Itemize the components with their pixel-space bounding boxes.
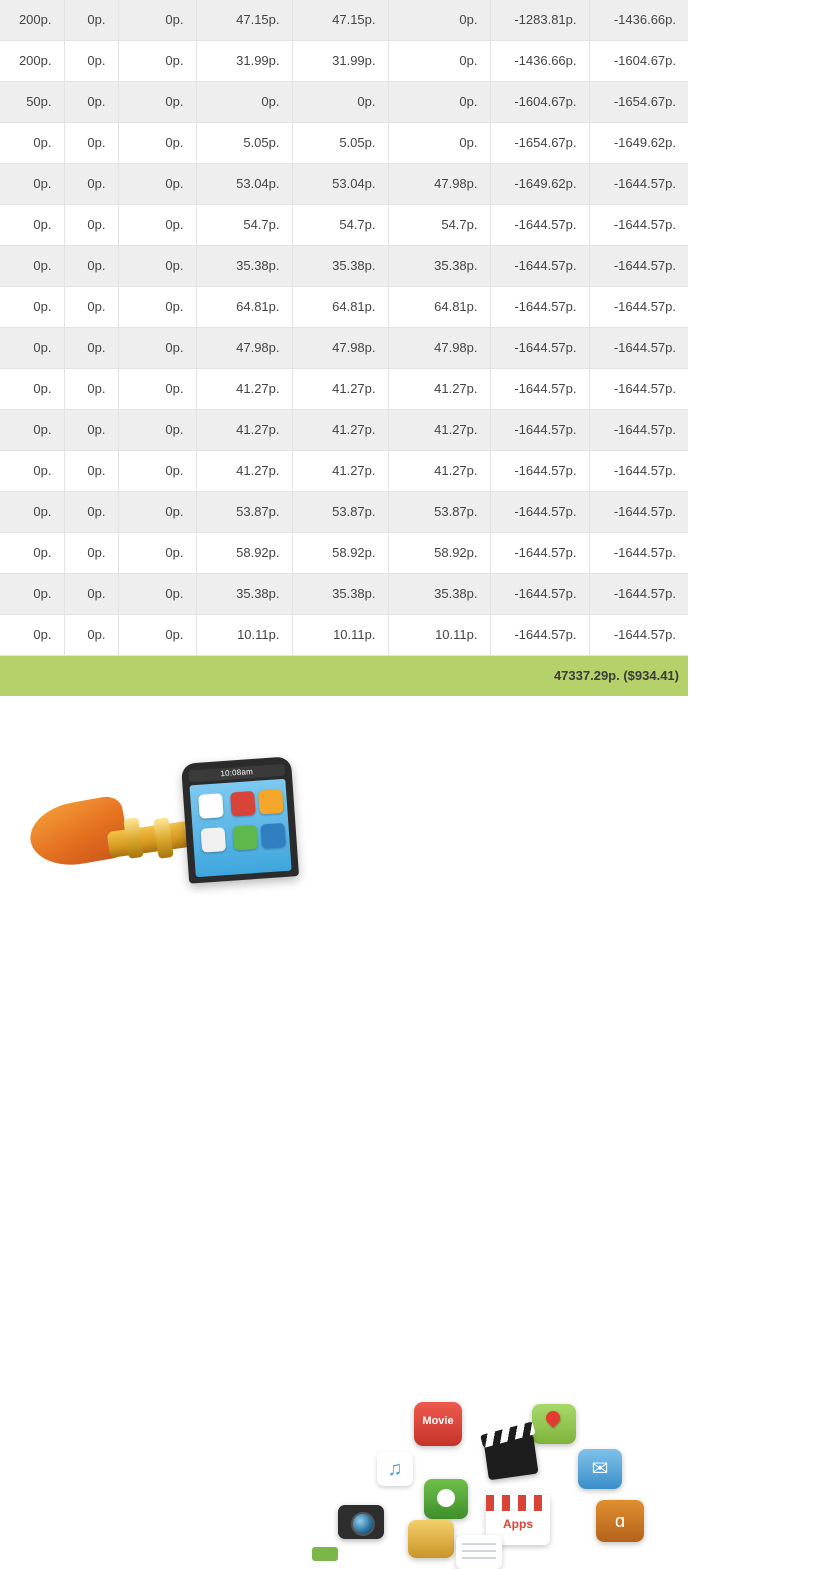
- cell-col5: 0p.: [292, 82, 388, 123]
- cell-col7: -1644.57p.: [490, 369, 589, 410]
- camera-icon: [338, 1505, 384, 1539]
- cell-col4: 41.27p.: [196, 369, 292, 410]
- table-row[interactable]: [0, 287, 688, 328]
- apps-store-awning: [486, 1495, 550, 1511]
- cell-col1: 0p.: [0, 369, 64, 410]
- cell-col8: -1644.57p.: [589, 328, 688, 369]
- cell-col4: 35.38p.: [196, 574, 292, 615]
- cell-col8: -1644.57p.: [589, 287, 688, 328]
- cell-col1: 0p.: [0, 410, 64, 451]
- cell-col2: 0p.: [64, 492, 118, 533]
- cell-col8: -1604.67p.: [589, 41, 688, 82]
- table-row[interactable]: [0, 451, 688, 492]
- cell-col6: 41.27p.: [388, 410, 490, 451]
- table-row[interactable]: [0, 574, 688, 615]
- notes-line: [462, 1557, 496, 1559]
- cell-col1: 0p.: [0, 574, 64, 615]
- phone-app-icon: [232, 825, 258, 851]
- cell-col2: 0p.: [64, 164, 118, 205]
- cell-col7: -1644.57p.: [490, 287, 589, 328]
- cell-col5: 58.92p.: [292, 533, 388, 574]
- cell-col5: 41.27p.: [292, 369, 388, 410]
- game-ball-icon: [437, 1489, 455, 1507]
- cell-col6: 53.87p.: [388, 492, 490, 533]
- map-pin-icon: [543, 1408, 563, 1428]
- cell-col2: 0p.: [64, 287, 118, 328]
- cell-col6: 41.27p.: [388, 369, 490, 410]
- green-accent-tab: [312, 1547, 338, 1561]
- cell-col4: 58.92p.: [196, 533, 292, 574]
- cell-col3: 0p.: [118, 492, 196, 533]
- music-app-icon: ♫: [377, 1452, 413, 1486]
- cell-col1: 0p.: [0, 164, 64, 205]
- cell-col7: -1644.57p.: [490, 205, 589, 246]
- phone-status-time: 10:08am: [188, 764, 285, 783]
- cell-col8: -1436.66p.: [589, 0, 688, 41]
- cell-col2: 0p.: [64, 533, 118, 574]
- cell-col5: 5.05p.: [292, 123, 388, 164]
- cell-col7: -1644.57p.: [490, 451, 589, 492]
- cell-col5: 31.99p.: [292, 41, 388, 82]
- total-amount: 47337.29p. ($934.41): [553, 668, 679, 683]
- cell-col4: 41.27p.: [196, 410, 292, 451]
- cell-col7: -1644.57p.: [490, 492, 589, 533]
- cell-col3: 0p.: [118, 574, 196, 615]
- cell-col2: 0p.: [64, 410, 118, 451]
- cell-col2: 0p.: [64, 0, 118, 41]
- cell-col2: 0p.: [64, 205, 118, 246]
- cell-col1: 0p.: [0, 328, 64, 369]
- cell-col3: 0p.: [118, 164, 196, 205]
- cell-col7: -1644.57p.: [490, 246, 589, 287]
- cell-col4: 35.38p.: [196, 246, 292, 287]
- phone-app-icon: [201, 827, 227, 853]
- ledger-table-body: [0, 0, 688, 656]
- cell-col5: 35.38p.: [292, 574, 388, 615]
- cell-col3: 0p.: [118, 246, 196, 287]
- cell-col8: -1644.57p.: [589, 369, 688, 410]
- cell-col5: 10.11p.: [292, 615, 388, 656]
- cell-col8: -1644.57p.: [589, 205, 688, 246]
- table-row[interactable]: [0, 328, 688, 369]
- cell-col5: 47.98p.: [292, 328, 388, 369]
- cell-col8: -1644.57p.: [589, 410, 688, 451]
- cell-col2: 0p.: [64, 615, 118, 656]
- table-row[interactable]: [0, 205, 688, 246]
- cell-col1: 0p.: [0, 246, 64, 287]
- table-row[interactable]: [0, 82, 688, 123]
- cell-col6: 0p.: [388, 123, 490, 164]
- tv-app-icon: [408, 1520, 454, 1558]
- cell-col4: 47.15p.: [196, 0, 292, 41]
- table-row[interactable]: [0, 615, 688, 656]
- cell-col8: -1644.57p.: [589, 533, 688, 574]
- cell-col6: 41.27p.: [388, 451, 490, 492]
- cell-col7: -1604.67p.: [490, 82, 589, 123]
- cell-col2: 0p.: [64, 451, 118, 492]
- cell-col5: 47.15p.: [292, 0, 388, 41]
- ledger-table-container: [0, 0, 688, 696]
- smartphone-icon: [181, 756, 299, 883]
- game-app-icon: [424, 1479, 468, 1519]
- cell-col1: 50p.: [0, 82, 64, 123]
- cell-col2: 0p.: [64, 123, 118, 164]
- cell-col4: 10.11p.: [196, 615, 292, 656]
- cell-col1: 0p.: [0, 533, 64, 574]
- cell-col2: 0p.: [64, 369, 118, 410]
- notes-app-icon: [456, 1535, 502, 1569]
- movie-tile-label: Movie: [422, 1415, 454, 1427]
- cell-col2: 0p.: [64, 82, 118, 123]
- cell-col6: 35.38p.: [388, 574, 490, 615]
- table-row[interactable]: [0, 369, 688, 410]
- cell-col1: 0p.: [0, 123, 64, 164]
- total-bar: [0, 656, 688, 696]
- apps-store-label: Apps: [503, 1517, 533, 1531]
- cell-col3: 0p.: [118, 205, 196, 246]
- cell-col7: -1644.57p.: [490, 328, 589, 369]
- cell-col6: 0p.: [388, 82, 490, 123]
- phone-screen: [189, 779, 291, 877]
- ledger-table: [0, 0, 688, 656]
- cell-col8: -1644.57p.: [589, 246, 688, 287]
- cell-col6: 47.98p.: [388, 164, 490, 205]
- movie-app-icon: [414, 1402, 462, 1446]
- cell-col4: 64.81p.: [196, 287, 292, 328]
- cell-col8: -1644.57p.: [589, 492, 688, 533]
- phone-app-icon: [260, 823, 286, 849]
- cell-col1: 0p.: [0, 451, 64, 492]
- cell-col7: -1644.57p.: [490, 533, 589, 574]
- notes-line: [462, 1543, 496, 1545]
- cell-col1: 0p.: [0, 492, 64, 533]
- cell-col7: -1644.57p.: [490, 410, 589, 451]
- cell-col8: -1644.57p.: [589, 615, 688, 656]
- phone-app-icon: [198, 793, 224, 819]
- mail-app-icon: ✉: [578, 1449, 622, 1489]
- cell-col2: 0p.: [64, 574, 118, 615]
- cell-col6: 47.98p.: [388, 328, 490, 369]
- cell-col7: -1644.57p.: [490, 574, 589, 615]
- cell-col7: -1644.57p.: [490, 615, 589, 656]
- cell-col8: -1644.57p.: [589, 164, 688, 205]
- cell-col3: 0p.: [118, 328, 196, 369]
- clapper-top: [480, 1421, 536, 1448]
- cell-col4: 0p.: [196, 82, 292, 123]
- table-row[interactable]: [0, 41, 688, 82]
- notes-line: [462, 1550, 496, 1552]
- cell-col4: 5.05p.: [196, 123, 292, 164]
- maps-app-icon: [532, 1404, 576, 1444]
- cell-col2: 0p.: [64, 246, 118, 287]
- cell-col6: 64.81p.: [388, 287, 490, 328]
- cell-col3: 0p.: [118, 123, 196, 164]
- cell-col8: -1654.67p.: [589, 82, 688, 123]
- cell-col7: -1436.66p.: [490, 41, 589, 82]
- table-row[interactable]: [0, 246, 688, 287]
- cell-col8: -1644.57p.: [589, 451, 688, 492]
- cell-col6: 0p.: [388, 41, 490, 82]
- table-row[interactable]: [0, 410, 688, 451]
- cell-col1: 200p.: [0, 0, 64, 41]
- cell-col8: -1649.62p.: [589, 123, 688, 164]
- cell-col3: 0p.: [118, 0, 196, 41]
- cell-col5: 35.38p.: [292, 246, 388, 287]
- cell-col4: 47.98p.: [196, 328, 292, 369]
- cell-col1: 0p.: [0, 205, 64, 246]
- cell-col5: 64.81p.: [292, 287, 388, 328]
- table-row[interactable]: [0, 533, 688, 574]
- camera-lens-icon: [351, 1512, 375, 1536]
- cell-col5: 41.27p.: [292, 451, 388, 492]
- cell-col6: 10.11p.: [388, 615, 490, 656]
- promo-artwork: [0, 702, 690, 877]
- cell-col5: 53.04p.: [292, 164, 388, 205]
- book-app-icon: ɑ: [596, 1500, 644, 1542]
- cell-col4: 53.87p.: [196, 492, 292, 533]
- cell-col4: 41.27p.: [196, 451, 292, 492]
- cell-col4: 31.99p.: [196, 41, 292, 82]
- cell-col3: 0p.: [118, 41, 196, 82]
- cell-col3: 0p.: [118, 533, 196, 574]
- cell-col2: 0p.: [64, 328, 118, 369]
- table-row[interactable]: [0, 123, 688, 164]
- cell-col7: -1283.81p.: [490, 0, 589, 41]
- cell-col1: 0p.: [0, 287, 64, 328]
- cell-col4: 54.7p.: [196, 205, 292, 246]
- cell-col6: 54.7p.: [388, 205, 490, 246]
- cell-col3: 0p.: [118, 287, 196, 328]
- cell-col7: -1649.62p.: [490, 164, 589, 205]
- table-row[interactable]: [0, 164, 688, 205]
- cell-col8: -1644.57p.: [589, 574, 688, 615]
- cell-col6: 35.38p.: [388, 246, 490, 287]
- cell-col3: 0p.: [118, 615, 196, 656]
- cell-col7: -1654.67p.: [490, 123, 589, 164]
- cell-col4: 53.04p.: [196, 164, 292, 205]
- table-row[interactable]: [0, 0, 688, 41]
- cell-col3: 0p.: [118, 451, 196, 492]
- cell-col2: 0p.: [64, 41, 118, 82]
- cell-col5: 54.7p.: [292, 205, 388, 246]
- phone-app-icon: [230, 791, 256, 817]
- cell-col5: 53.87p.: [292, 492, 388, 533]
- cell-col6: 0p.: [388, 0, 490, 41]
- table-row[interactable]: [0, 492, 688, 533]
- cell-col6: 58.92p.: [388, 533, 490, 574]
- cell-col5: 41.27p.: [292, 410, 388, 451]
- cell-col1: 200p.: [0, 41, 64, 82]
- cell-col3: 0p.: [118, 82, 196, 123]
- cell-col3: 0p.: [118, 369, 196, 410]
- cell-col3: 0p.: [118, 410, 196, 451]
- clapperboard-icon: [483, 1434, 538, 1481]
- promo-banner: [0, 702, 830, 1531]
- phone-app-icon: [258, 789, 284, 815]
- cell-col1: 0p.: [0, 615, 64, 656]
